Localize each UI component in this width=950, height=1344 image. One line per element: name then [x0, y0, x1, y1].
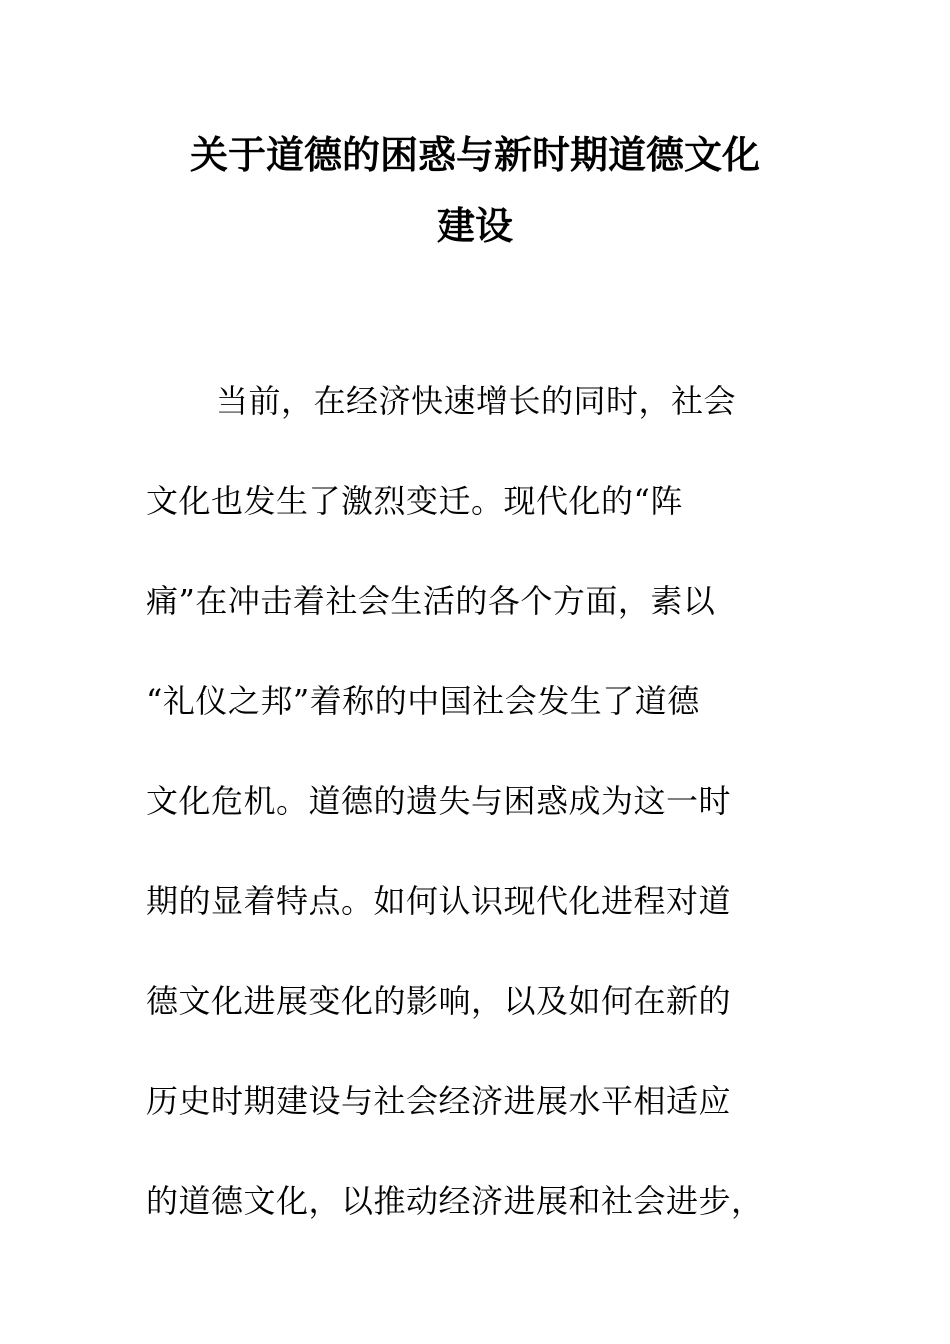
- document-title-line-1: 关于道德的困惑与新时期道德文化: [189, 133, 760, 177]
- paragraph-line-4: “礼仪之邦”着称的中国社会发生了道德: [146, 682, 700, 720]
- paragraph-line-6: 期的显着特点。如何认识现代化进程对道: [146, 882, 732, 920]
- paragraph-line-9: 的道德文化，以推动经济进展和社会进步，: [146, 1182, 764, 1220]
- document-title-line-2: 建设: [436, 204, 513, 248]
- paragraph-line-8: 历史时期建设与社会经济进展水平相适应: [146, 1082, 732, 1120]
- paragraph-line-5: 文化危机。道德的遗失与困惑成为这一时: [146, 782, 732, 820]
- paragraph-line-1: 当前，在经济快速增长的同时，社会: [216, 382, 737, 420]
- paragraph-line-7: 德文化进展变化的影响，以及如何在新的: [146, 982, 732, 1020]
- paragraph-line-2: 文化也发生了激烈变迁。现代化的“阵: [146, 482, 683, 520]
- paragraph-line-3: 痛”在冲击着社会生活的各个方面，素以: [146, 582, 716, 620]
